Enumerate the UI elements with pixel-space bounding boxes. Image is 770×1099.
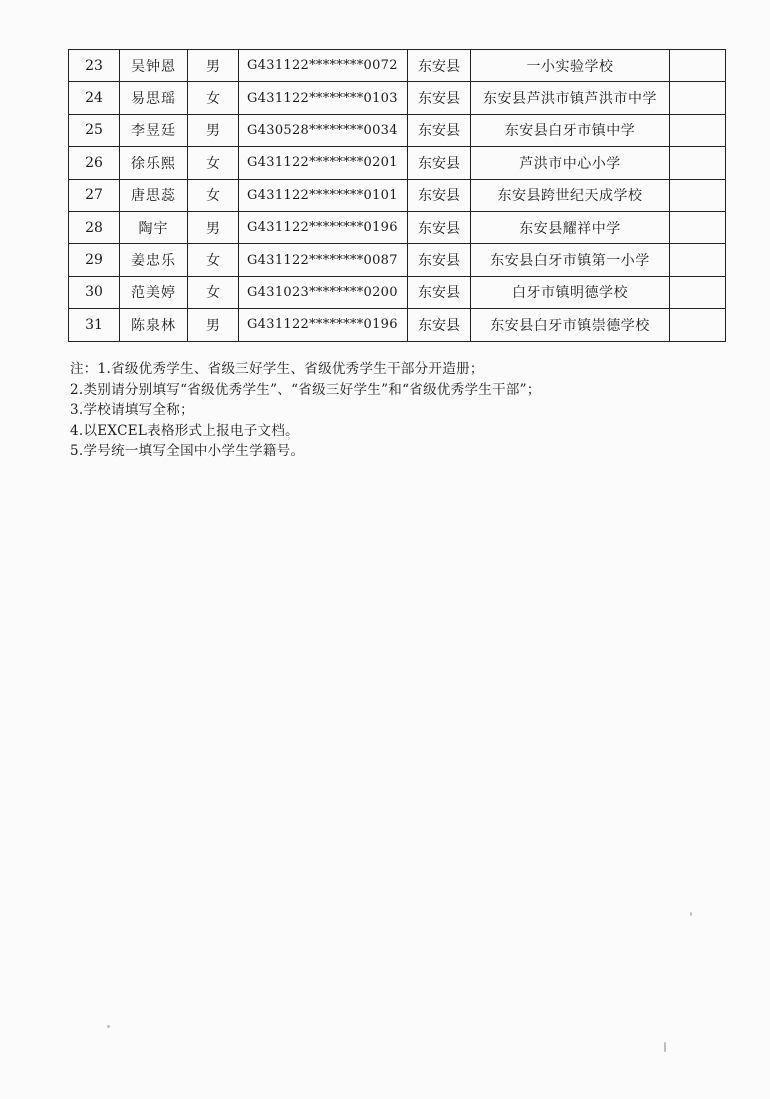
student-county: 东安县 — [408, 114, 471, 146]
student-school: 东安县白牙市镇中学 — [471, 114, 670, 146]
row-number: 29 — [69, 244, 120, 276]
student-school: 一小实验学校 — [471, 50, 670, 82]
note-line: 2.类别请分别填写“省级优秀学生”、“省级三好学生”和“省级优秀学生干部”； — [70, 381, 541, 398]
row-number: 30 — [69, 276, 120, 308]
student-name: 陶宇 — [120, 211, 188, 243]
student-category — [670, 211, 726, 243]
student-name: 吴钟恩 — [120, 50, 188, 82]
student-name: 姜忠乐 — [120, 244, 188, 276]
student-category — [670, 82, 726, 114]
student-category — [670, 179, 726, 211]
note-line: 4.以EXCEL表格形式上报电子文档。 — [70, 422, 299, 439]
student-id: G431023********0200 — [239, 276, 408, 308]
student-school: 白牙市镇明德学校 — [471, 276, 670, 308]
student-sex: 女 — [188, 147, 239, 179]
student-id: G431122********0103 — [239, 82, 408, 114]
row-number: 23 — [69, 50, 120, 82]
student-county: 东安县 — [408, 276, 471, 308]
table-row — [69, 147, 726, 179]
student-id: G431122********0201 — [239, 147, 408, 179]
student-category — [670, 276, 726, 308]
student-sex: 男 — [188, 50, 239, 82]
table-row — [69, 244, 726, 276]
scan-speck — [664, 1042, 666, 1052]
student-sex: 女 — [188, 244, 239, 276]
table-row — [69, 50, 726, 82]
student-school: 东安县跨世纪天成学校 — [471, 179, 670, 211]
row-number: 27 — [69, 179, 120, 211]
note-line: 注：1.省级优秀学生、省级三好学生、省级优秀学生干部分开造册； — [70, 361, 484, 377]
student-name: 李昱廷 — [120, 114, 188, 146]
student-name: 唐思蕊 — [120, 179, 188, 211]
note-line: 5.学号统一填写全国中小学生学籍号。 — [70, 443, 305, 459]
student-county: 东安县 — [408, 309, 471, 341]
student-id: G431122********0072 — [239, 50, 408, 82]
student-id: G431122********0196 — [239, 211, 408, 243]
student-school: 东安县白牙市镇第一小学 — [471, 244, 670, 276]
student-category — [670, 309, 726, 341]
table-row — [69, 114, 726, 146]
student-name: 陈泉林 — [120, 309, 188, 341]
student-school: 芦洪市中心小学 — [471, 147, 670, 179]
student-name: 范美婷 — [120, 276, 188, 308]
table-row — [69, 82, 726, 114]
student-category — [670, 147, 726, 179]
row-number: 25 — [69, 114, 120, 146]
table-row — [69, 276, 726, 308]
student-id: G431122********0087 — [239, 244, 408, 276]
table-row — [69, 211, 726, 243]
student-sex: 男 — [188, 211, 239, 243]
row-number: 28 — [69, 211, 120, 243]
student-county: 东安县 — [408, 244, 471, 276]
row-number: 31 — [69, 309, 120, 341]
student-category — [670, 244, 726, 276]
student-id: G431122********0101 — [239, 179, 408, 211]
student-sex: 女 — [188, 179, 239, 211]
scan-speck — [107, 1025, 110, 1028]
student-sex: 男 — [188, 309, 239, 341]
student-county: 东安县 — [408, 147, 471, 179]
table-row — [69, 179, 726, 211]
notes-section — [70, 359, 710, 462]
student-name: 徐乐熙 — [120, 147, 188, 179]
row-number: 24 — [69, 82, 120, 114]
student-name: 易思瑶 — [120, 82, 188, 114]
student-sex: 女 — [188, 82, 239, 114]
student-sex: 女 — [188, 276, 239, 308]
student-county: 东安县 — [408, 82, 471, 114]
student-id: G431122********0196 — [239, 309, 408, 341]
student-school: 东安县白牙市镇崇德学校 — [471, 309, 670, 341]
student-county: 东安县 — [408, 50, 471, 82]
student-category — [670, 50, 726, 82]
student-category — [670, 114, 726, 146]
student-sex: 男 — [188, 114, 239, 146]
table-row — [69, 309, 726, 341]
scan-speck — [690, 912, 692, 916]
student-id: G430528********0034 — [239, 114, 408, 146]
note-line: 3.学校请填写全称； — [70, 402, 194, 418]
student-county: 东安县 — [408, 211, 471, 243]
row-number: 26 — [69, 147, 120, 179]
student-school: 东安县耀祥中学 — [471, 211, 670, 243]
roster-body — [69, 50, 726, 342]
student-school: 东安县芦洪市镇芦洪市中学 — [471, 82, 670, 114]
student-county: 东安县 — [408, 179, 471, 211]
student-roster-table — [68, 49, 726, 342]
